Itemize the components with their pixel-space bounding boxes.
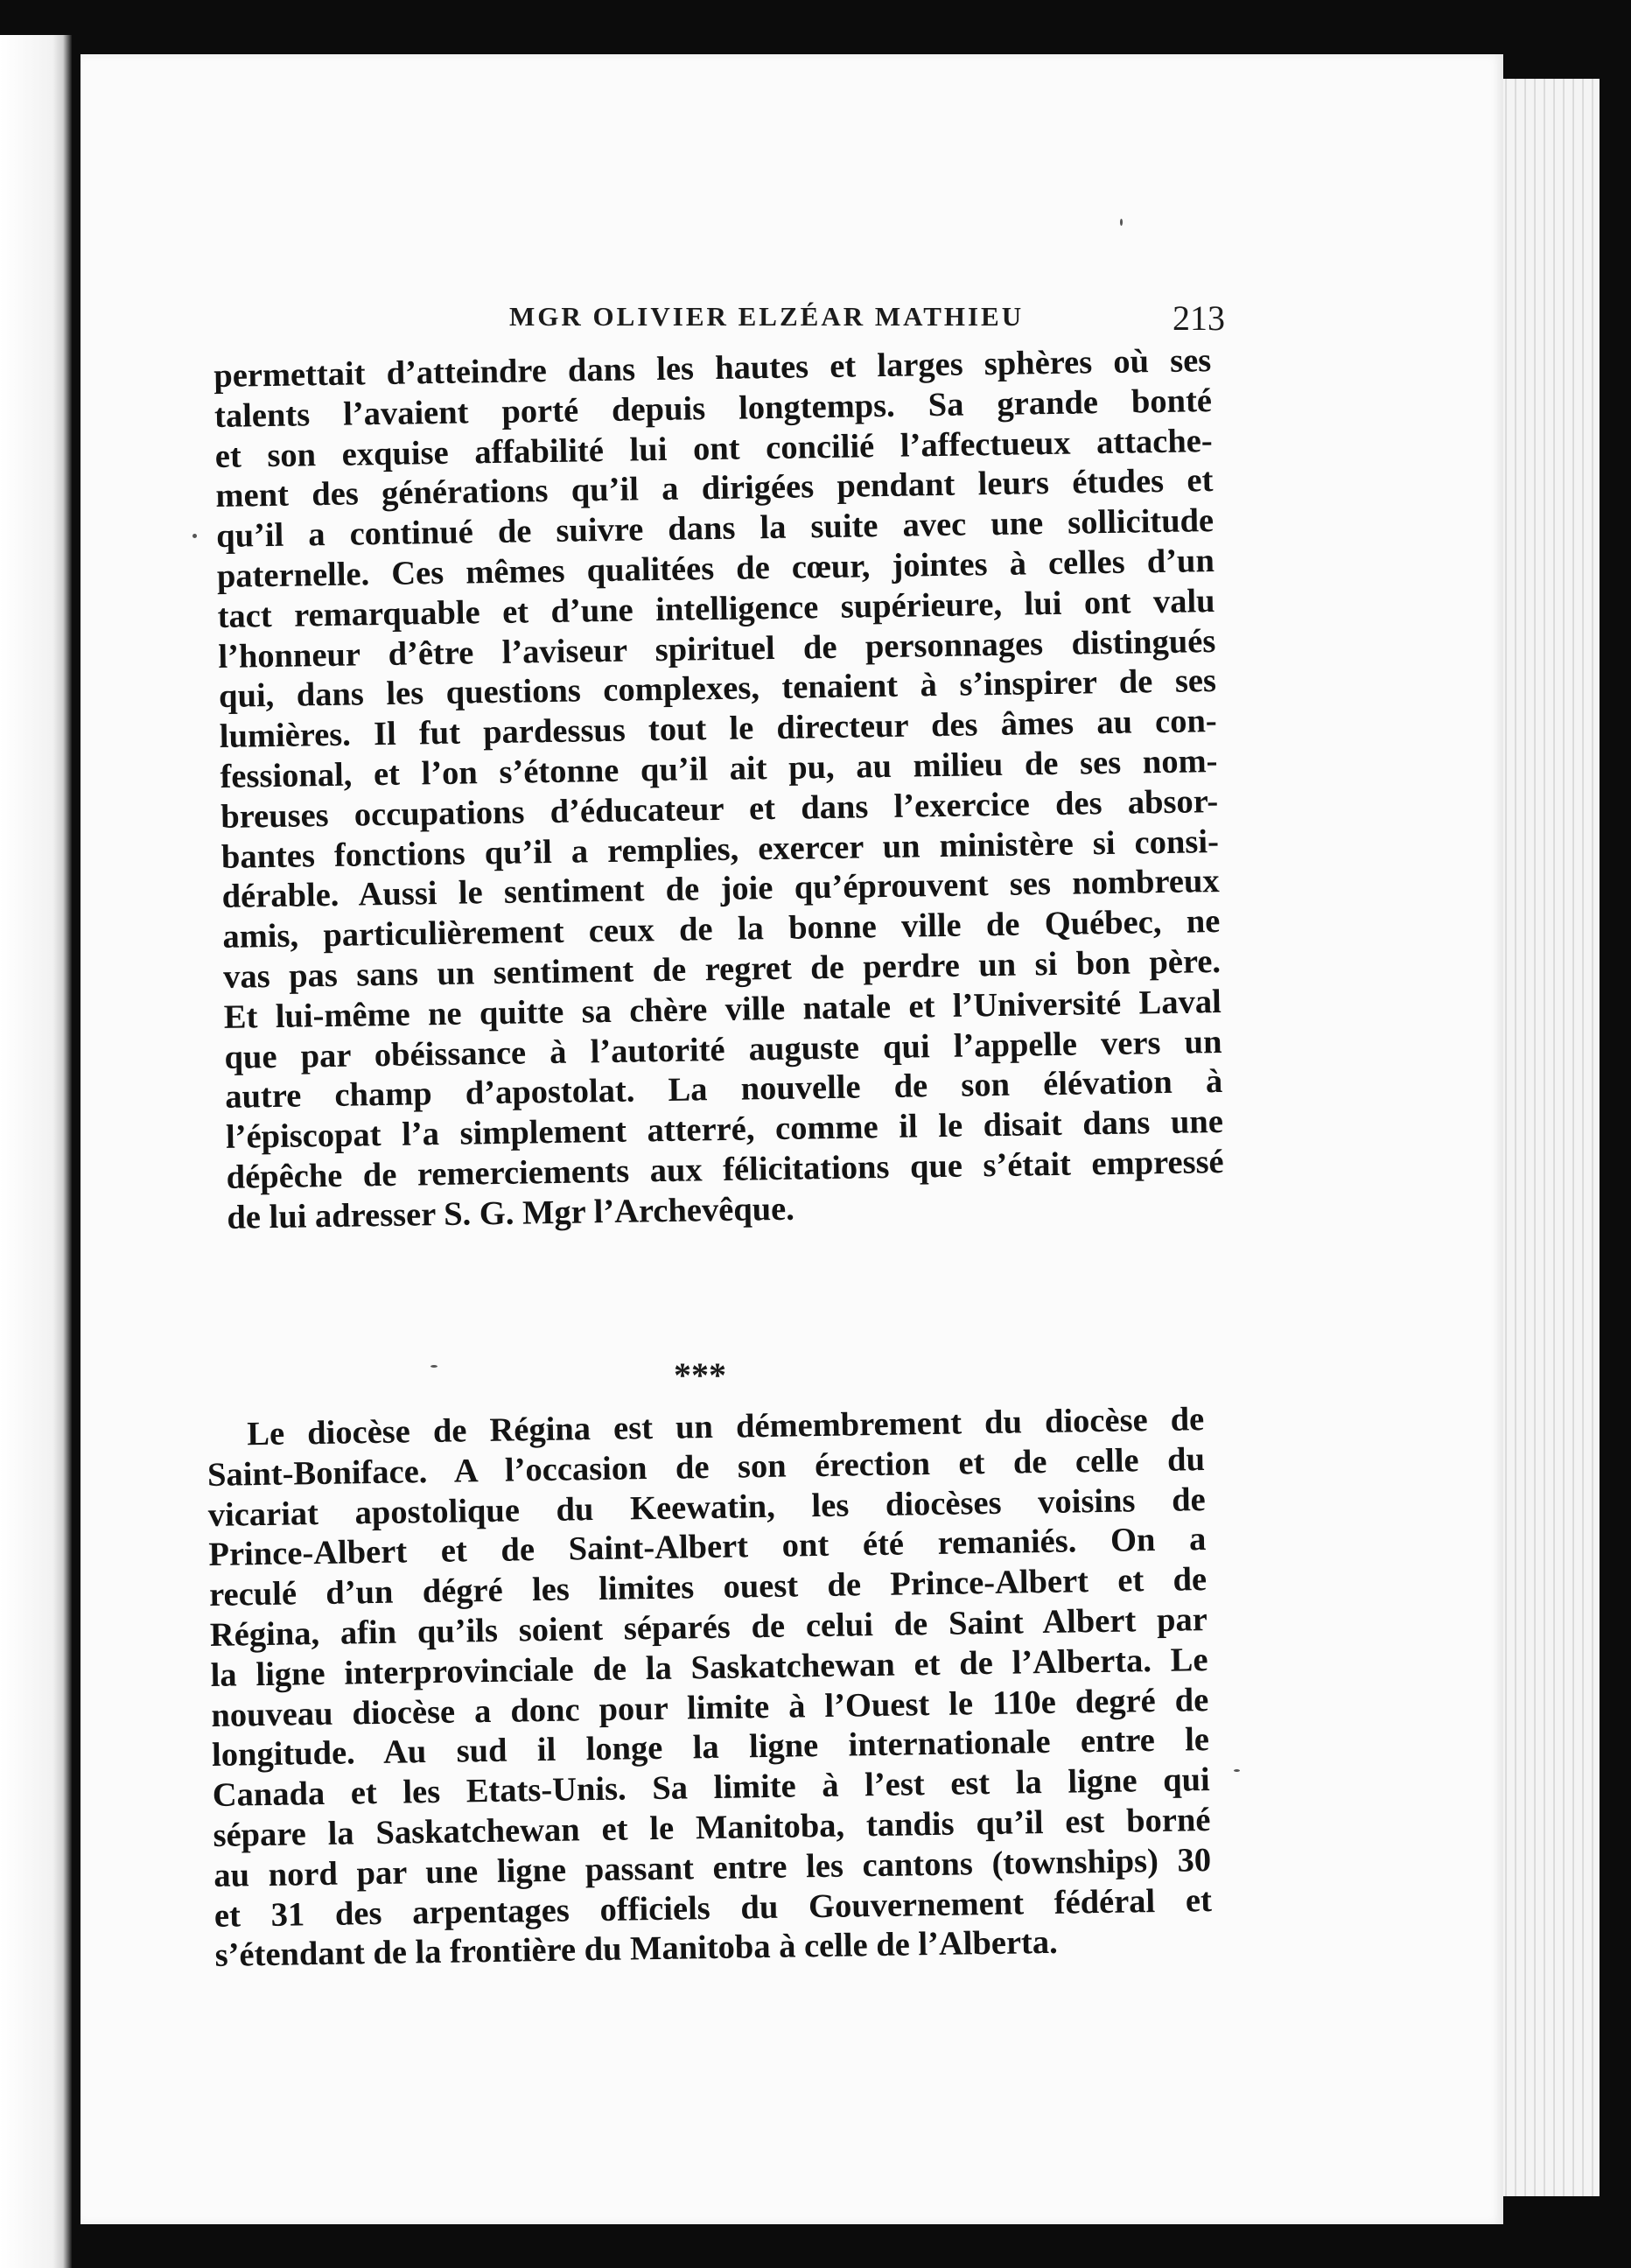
text-line: amis, particulièrement ceux de la bonne ville de Québec, ne — [222, 903, 1221, 956]
text-line: dépêche de remerciements aux félicitations que s’était empressé — [226, 1143, 1224, 1196]
text-line: vas pas sans un sentiment de regret de perdre un si bon père. — [222, 942, 1222, 996]
text-line: vicariat apostolique du Keewatin, les diocèses voisins de — [207, 1480, 1206, 1534]
text-line: ment des générations qu’il a dirigées pendant leurs études et — [215, 462, 1214, 515]
text-line: autre champ d’apostolat. La nouvelle de son élévation à — [224, 1063, 1223, 1116]
text-line: dérable. Aussi le sentiment de joie qu’éprouvent ses nombreux — [221, 863, 1220, 916]
paper-speck — [1120, 219, 1123, 226]
text-line: nouveau diocèse a donc pour limite à l’Ouest le 110e degré de — [211, 1681, 1209, 1734]
paper-speck — [430, 1365, 438, 1368]
text-line: s’étendant de la frontière du Manitoba à celle de l’Alberta. — [214, 1924, 1059, 1975]
text-line: bantes fonctions qu’il a remplies, exercer un ministère si consi- — [220, 822, 1220, 876]
text-line: l’épiscopat l’a simplement atterré, comme il le disait dans une — [225, 1103, 1224, 1157]
text-line: paternelle. Ces mêmes qualitées de cœur, jointes à celles d’un — [216, 542, 1215, 595]
text-line: et son exquise affabilité lui ont concilié l’affectueux attache- — [214, 422, 1213, 475]
page-number: 213 — [1172, 298, 1225, 338]
paragraph-2 — [206, 1400, 1213, 1977]
text-line: breuses occupations d’éducateur et dans l’exercice des absor- — [220, 782, 1219, 836]
text-line: au nord par une ligne passant entre les cantons (townships) 30 — [213, 1841, 1212, 1894]
text-line: qu’il a continué de suivre dans la suite avec une sollicitude — [215, 502, 1214, 556]
text-line: et 31 des arpentages officiels du Gouvernement fédéral et — [214, 1881, 1213, 1935]
text-line: Le diocèse de Régina est un démembrement du diocèse de — [247, 1401, 1205, 1453]
text-line: que par obéissance à l’autorité auguste qui l’appelle vers un — [224, 1023, 1222, 1076]
text-line: permettait d’atteindre dans les hautes et larges sphères où ses — [214, 342, 1212, 395]
text-line: tact remarquable et d’une intelligence supérieure, lui ont valu — [217, 582, 1215, 635]
text-line: Régina, afin qu’ils soient séparés de celui de Saint Albert par — [209, 1601, 1208, 1654]
text-line: Prince-Albert et de Saint-Albert ont été remaniés. On a — [208, 1521, 1207, 1574]
text-line: qui, dans les questions complexes, tenaient à s’inspirer de ses — [218, 662, 1217, 716]
section-separator: *** — [674, 1355, 726, 1395]
text-line: longitude. Au sud il longe la ligne internationale entre le — [211, 1721, 1210, 1774]
text-line: sépare la Saskatchewan et le Manitoba, tandis qu’il est borné — [213, 1802, 1211, 1854]
text-line: reculé d’un dégré les limites ouest de Prince-Albert et de — [208, 1561, 1208, 1614]
paper-speck — [192, 534, 197, 538]
text-line: lumières. Il fut pardessus tout le directeur des âmes au con- — [219, 703, 1218, 756]
book-spine-shadow — [0, 35, 72, 2268]
running-title: MGR OLIVIER ELZÉAR MATHIEU — [509, 301, 1025, 332]
text-line: Saint-Boniface. A l’occasion de son érection et de celle du — [206, 1440, 1206, 1494]
text-line: Et lui-même ne quitte sa chère ville natale et l’Université Laval — [223, 983, 1222, 1036]
page-edges — [1488, 79, 1600, 2196]
paper-speck — [1234, 1769, 1240, 1772]
text-line: Canada et les Etats-Unis. Sa limite à l’est est la ligne qui — [212, 1761, 1211, 1815]
text-line: la ligne interprovinciale de la Saskatchewan et de l’Alberta. Le — [210, 1641, 1208, 1694]
text-line: l’honneur d’être l’aviseur spirituel de personnages distingués — [218, 622, 1216, 676]
text-line: talents l’avaient porté depuis longtemps. Sa grande bonté — [214, 382, 1213, 435]
text-line: de lui adresser S. G. Mgr l’Archevêque. — [227, 1190, 795, 1236]
paragraph-1 — [214, 341, 1225, 1238]
text-line: fessional, et l’on s’étonne qu’il ait pu, au milieu de ses nom- — [220, 743, 1218, 795]
